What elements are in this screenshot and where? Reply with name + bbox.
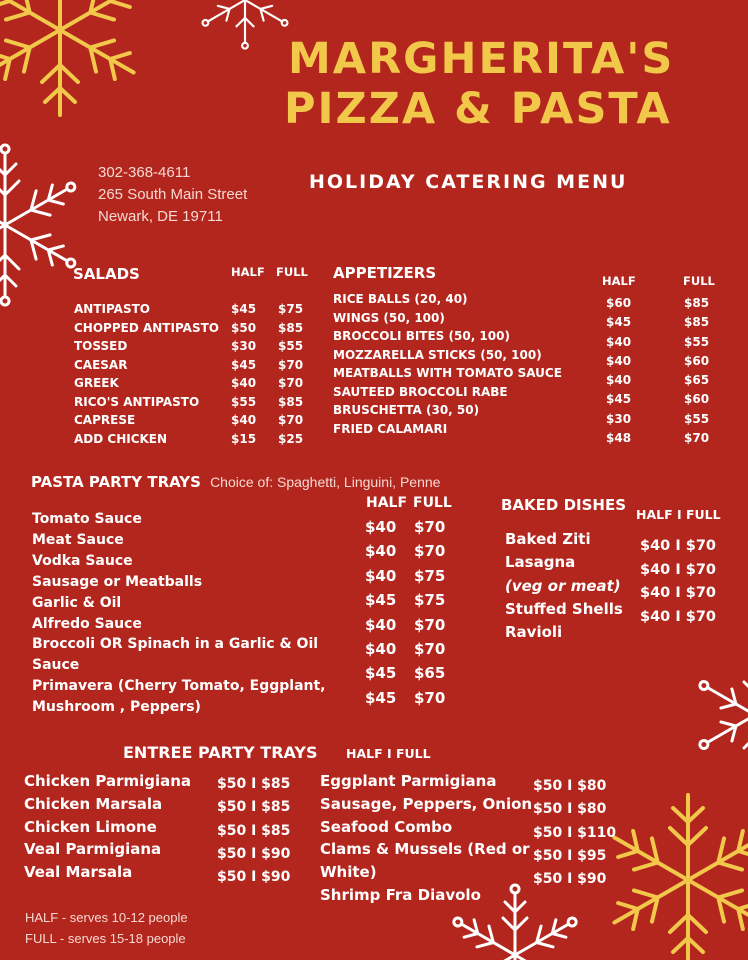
full-price: $70 [414,542,446,561]
half-price: $40 [606,353,632,368]
price: $40 I $70 [640,561,717,578]
appetizers-heading: APPETIZERS [333,264,437,282]
list-item: BROCCOLI BITES (50, 100) [333,329,510,343]
list-item: Broccoli OR Spinach in a Garlic & Oil [32,636,319,653]
half-price: $45 [365,688,397,707]
full-price: $70 [278,376,304,390]
half-price: $45 [365,664,397,683]
list-item: MEATBALLS WITH TOMATO SAUCE [333,366,562,380]
full-serving-note: FULL - serves 15-18 people [25,931,186,946]
full-price: $65 [414,664,446,683]
full-price: $70 [278,357,304,372]
list-item: Seafood Combo [320,817,453,836]
half-price: $40 [365,615,397,634]
half-price: $15 [231,431,257,446]
price: $50 I $90 [217,845,291,862]
baked-price-header: HALF I FULL [636,507,721,522]
price: $50 I $90 [217,869,291,886]
snowflake-icon [690,650,748,780]
salads-half-header: HALF [231,265,265,279]
list-item: TOSSED [74,339,128,353]
salads-heading: SALADS [73,265,140,283]
appetizers-full-header: FULL [683,274,715,288]
half-price: $45 [231,302,257,316]
list-item: Primavera (Cherry Tomato, Eggplant, [32,678,326,695]
salads-full-header: FULL [276,265,308,279]
half-price: $40 [365,542,397,561]
half-price: $50 [231,320,257,335]
list-item: Vodka Sauce [32,552,133,569]
half-price: $48 [606,431,632,446]
entree-left-list [24,770,191,884]
list-item: Tomato Sauce [32,511,142,527]
pasta-list [32,509,326,718]
list-item: Meat Sauce [32,531,124,548]
salads-list [74,300,219,448]
list-item: MOZZARELLA STICKS (50, 100) [333,347,542,362]
list-item: GREEK [74,376,119,390]
appetizers-half-header: HALF [602,274,636,288]
price: $50 I $95 [533,847,607,864]
pasta-heading: PASTA PARTY TRAYS [31,473,201,491]
full-price: $70 [278,413,304,427]
phone-number: 302-368-4611 [98,164,191,181]
half-price: $30 [606,411,632,426]
snowflake-icon [0,0,160,130]
half-price: $40 [606,334,632,349]
list-item: ANTIPASTO [74,302,150,316]
entree-heading: ENTREE PARTY TRAYS [123,743,318,762]
entree-price-header: HALF I FULL [346,746,431,761]
price: $50 I $85 [217,822,291,839]
list-item: WINGS (50, 100) [333,310,445,325]
list-item: Garlic & Oil [32,594,122,611]
salads-half-prices [231,300,256,448]
list-item: CHOPPED ANTIPASTO [74,320,219,335]
price: $40 I $70 [640,538,717,554]
salads-full-prices [278,300,303,448]
entree-left-prices [217,773,290,889]
full-price: $70 [414,615,446,634]
full-price: $55 [684,334,710,349]
list-item: Chicken Parmigiana [24,772,192,790]
list-item: Chicken Limone [24,817,157,836]
list-item: SAUTEED BROCCOLI RABE [333,384,508,399]
full-price: $70 [414,688,446,707]
list-item: Shrimp Fra Diavolo [320,885,481,904]
full-price: $60 [684,392,710,407]
full-price: $85 [278,320,304,335]
baked-list [505,528,623,644]
half-price: $40 [365,518,397,536]
entree-right-prices [533,775,616,891]
list-item: Mushroom , Peppers) [32,699,201,716]
full-price: $75 [278,302,304,316]
full-price: $60 [684,353,710,368]
list-item: CAESAR [74,357,128,372]
list-item: Lasagna [505,553,576,572]
full-price: $55 [278,339,304,353]
half-price: $45 [365,591,397,610]
list-item: Alfredo Sauce [32,615,142,632]
full-price: $75 [414,566,446,585]
serving-size-notes [25,907,188,949]
restaurant-name-line1: MARGHERITA'S [288,34,675,84]
list-item: Baked Ziti [505,530,591,548]
list-item: Veal Marsala [24,863,133,882]
half-serving-note: HALF - serves 10-12 people [25,910,188,925]
half-price: $45 [606,315,632,330]
list-item: Stuffed Shells [505,599,623,618]
menu-subtitle: HOLIDAY CATERING MENU [309,171,628,193]
price: $50 I $90 [533,871,607,888]
full-price: $85 [278,394,304,409]
full-price: $70 [414,640,446,659]
half-price: $40 [365,566,397,585]
half-price: $40 [231,413,257,427]
list-item: CAPRESE [74,413,136,427]
full-price: $25 [278,431,304,446]
list-item: Sausage, Peppers, Onion [320,794,533,813]
full-price: $70 [684,431,710,446]
pasta-heading-row [31,472,440,491]
list-item: Clams & Mussels (Red or [320,840,530,859]
baked-heading: BAKED DISHES [501,496,627,514]
entree-right-list [320,770,532,907]
half-price: $40 [606,373,632,388]
price: $50 I $85 [217,799,291,816]
list-item: ADD CHICKEN [74,431,168,446]
pasta-half-prices [365,515,396,710]
half-price: $60 [606,296,632,310]
snowflake-icon [0,140,90,310]
list-item: Sauce [32,657,80,674]
full-price: $70 [414,518,446,536]
full-price: $65 [684,373,710,388]
city-address: Newark, DE 19711 [98,208,223,225]
half-price: $30 [231,339,257,353]
list-item: FRIED CALAMARI [333,421,448,436]
street-address: 265 South Main Street [98,186,248,203]
list-item: Ravioli [505,623,563,642]
appetizers-list [333,290,562,438]
list-item: Chicken Marsala [24,794,163,813]
pasta-choice-note: Choice of: Spaghetti, Linguini, Penne [210,474,441,490]
baked-prices [640,535,716,630]
pasta-half-header: HALF [366,495,408,511]
half-price: $45 [606,392,632,407]
price: $40 I $70 [640,609,717,626]
contact-block [98,162,247,228]
restaurant-name-line2: PIZZA & PASTA [284,84,672,134]
full-price: $75 [414,591,446,610]
half-price: $45 [231,357,257,372]
full-price: $85 [684,315,710,330]
pasta-full-header: FULL [413,495,452,511]
list-item: RICE BALLS (20, 40) [333,292,468,306]
half-price: $40 [231,376,257,390]
list-item: BRUSCHETTA (30, 50) [333,403,480,417]
half-price: $55 [231,394,257,409]
appetizers-full-prices [684,294,709,448]
appetizers-half-prices [606,294,631,448]
price: $50 I $85 [217,776,291,792]
half-price: $40 [365,640,397,659]
list-item: (veg or meat) [505,576,621,595]
price: $50 I $80 [533,801,607,818]
price: $50 I $110 [533,824,617,841]
full-price: $85 [684,296,710,310]
price: $50 I $80 [533,778,607,794]
price: $40 I $70 [640,585,717,602]
full-price: $55 [684,411,710,426]
list-item: Veal Parmigiana [24,840,162,859]
list-item: RICO'S ANTIPASTO [74,394,200,409]
list-item: Sausage or Meatballs [32,573,203,590]
pasta-full-prices [414,515,445,710]
list-item: Eggplant Parmigiana [320,772,497,790]
list-item: White) [320,863,377,882]
